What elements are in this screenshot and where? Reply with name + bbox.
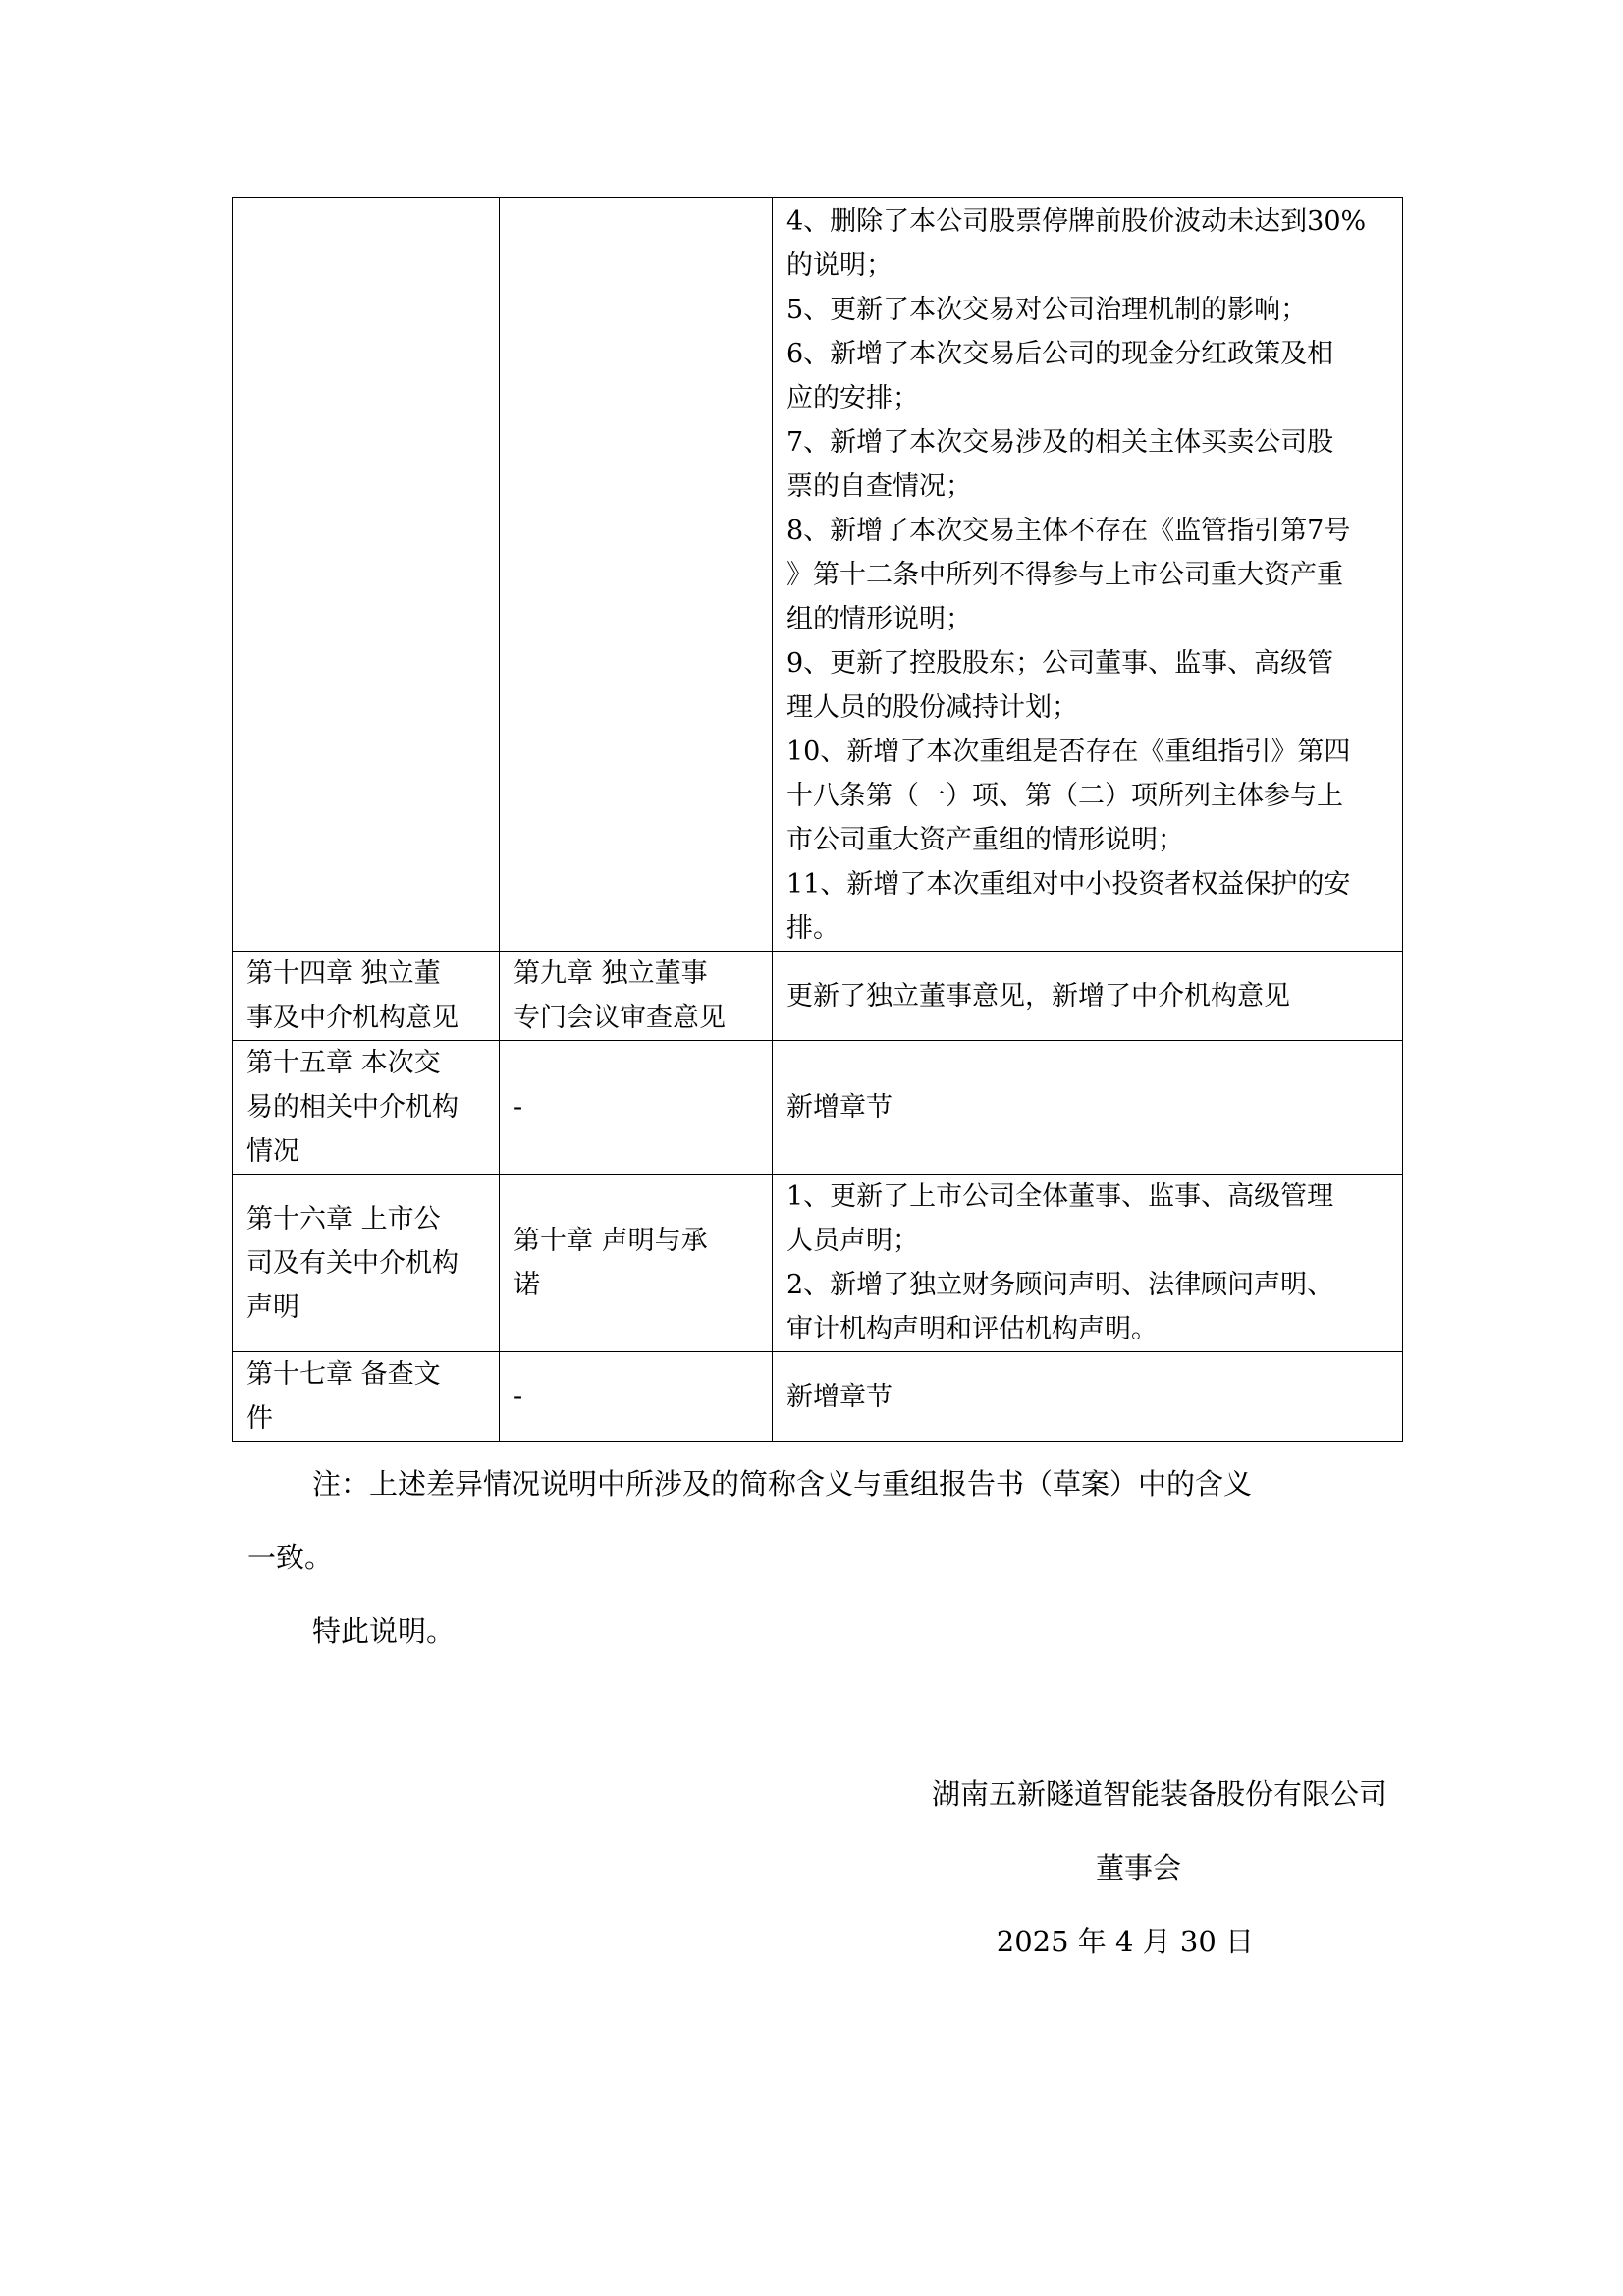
difference-cell bbox=[773, 1352, 1403, 1442]
cell-text-line: 诺 bbox=[514, 1270, 540, 1300]
cell-text-line: 市公司重大资产重组的情形说明； bbox=[786, 824, 1184, 855]
report-chapter-cell bbox=[233, 1175, 500, 1352]
plan-chapter-cell bbox=[500, 198, 773, 952]
cell-text-line: 》第十二条中所列不得参与上市公司重大资产重 bbox=[786, 559, 1343, 590]
board-name: 董事会 bbox=[1095, 1851, 1181, 1885]
cell-text-line: 理人员的股份减持计划； bbox=[786, 691, 1078, 723]
cell-text-line: 第十章 声明与承 bbox=[514, 1226, 708, 1256]
table-row bbox=[233, 198, 1403, 952]
cell-text-line: 易的相关中介机构 bbox=[246, 1092, 459, 1122]
table-row bbox=[233, 1041, 1403, 1175]
cell-text-line: 应的安排； bbox=[786, 382, 919, 413]
signature-date: 2025 年 4 月 30 日 bbox=[996, 1925, 1254, 1958]
difference-table bbox=[232, 197, 1403, 1442]
difference-table-body bbox=[233, 198, 1403, 1442]
cell-text-line: 声明 bbox=[246, 1291, 299, 1323]
plan-chapter-cell bbox=[500, 1041, 773, 1175]
cell-text-line: 第九章 独立董事 bbox=[514, 958, 708, 989]
plan-chapter-cell bbox=[500, 1352, 773, 1442]
cell-text-line: 8、新增了本次交易主体不存在《监管指引第7号 bbox=[786, 515, 1351, 546]
report-chapter-cell bbox=[233, 1041, 500, 1175]
cell-text-line: 4、删除了本公司股票停牌前股价波动未达到30% bbox=[786, 205, 1367, 237]
cell-text-line: 情况 bbox=[246, 1136, 299, 1167]
cell-text-line: 新增章节 bbox=[786, 1092, 893, 1122]
report-chapter-cell bbox=[233, 198, 500, 952]
report-chapter-cell bbox=[233, 952, 500, 1041]
table-row bbox=[233, 952, 1403, 1041]
cell-text-line: 审计机构声明和评估机构声明。 bbox=[786, 1314, 1158, 1344]
difference-cell bbox=[773, 1041, 1403, 1175]
cell-text-line: 组的情形说明； bbox=[786, 603, 972, 634]
cell-text-line: 的说明； bbox=[786, 249, 893, 281]
cell-text-line: 9、更新了控股股东；公司董事、监事、高级管 bbox=[786, 647, 1334, 679]
cell-text-line: 十八条第（一）项、第（二）项所列主体参与上 bbox=[786, 780, 1343, 811]
cell-text-line: 6、新增了本次交易后公司的现金分红政策及相 bbox=[786, 338, 1334, 369]
cell-text-line: 件 bbox=[246, 1403, 273, 1434]
plan-chapter-cell bbox=[500, 952, 773, 1041]
note-line-1: 注：上述差异情况说明中所涉及的简称含义与重组报告书（草案）中的含义 bbox=[312, 1467, 1253, 1501]
cell-text-line: 7、新增了本次交易涉及的相关主体买卖公司股 bbox=[786, 426, 1334, 458]
cell-text-line: - bbox=[514, 1092, 523, 1122]
cell-text-line: 更新了独立董事意见，新增了中介机构意见 bbox=[786, 980, 1290, 1011]
cell-text-line: 票的自查情况； bbox=[786, 470, 972, 502]
company-name: 湖南五新隧道智能装备股份有限公司 bbox=[931, 1777, 1387, 1811]
cell-text-line: 10、新增了本次重组是否存在《重组指引》第四 bbox=[786, 736, 1351, 767]
report-chapter-cell bbox=[233, 1352, 500, 1442]
table-row bbox=[233, 1175, 1403, 1352]
note-line-2: 一致。 bbox=[247, 1541, 334, 1574]
plan-chapter-cell bbox=[500, 1175, 773, 1352]
cell-text-line: 5、更新了本次交易对公司治理机制的影响； bbox=[786, 294, 1308, 325]
table-row bbox=[233, 1352, 1403, 1442]
difference-cell bbox=[773, 1175, 1403, 1352]
cell-text-line: - bbox=[514, 1381, 523, 1412]
closing-statement: 特此说明。 bbox=[312, 1614, 456, 1648]
cell-text-line: 第十六章 上市公 bbox=[246, 1203, 441, 1234]
cell-text-line: 专门会议审查意见 bbox=[514, 1003, 726, 1033]
cell-text-line: 1、更新了上市公司全体董事、监事、高级管理 bbox=[786, 1181, 1334, 1212]
signature-block bbox=[932, 1758, 1387, 1979]
cell-text-line: 事及中介机构意见 bbox=[246, 1003, 459, 1033]
cell-text-line: 第十五章 本次交 bbox=[246, 1048, 441, 1078]
cell-text-line: 排。 bbox=[786, 912, 839, 944]
difference-cell bbox=[773, 198, 1403, 952]
cell-text-line: 司及有关中介机构 bbox=[246, 1247, 459, 1279]
cell-text-line: 第十七章 备查文 bbox=[246, 1359, 441, 1390]
cell-text-line: 新增章节 bbox=[786, 1381, 893, 1412]
cell-text-line: 人员声明； bbox=[786, 1226, 919, 1256]
cell-text-line: 11、新增了本次重组对中小投资者权益保护的安 bbox=[786, 868, 1351, 900]
cell-text-line: 2、新增了独立财务顾问声明、法律顾问声明、 bbox=[786, 1270, 1334, 1300]
difference-cell bbox=[773, 952, 1403, 1041]
cell-text-line: 第十四章 独立董 bbox=[246, 958, 441, 989]
note-section bbox=[247, 1448, 1402, 1668]
